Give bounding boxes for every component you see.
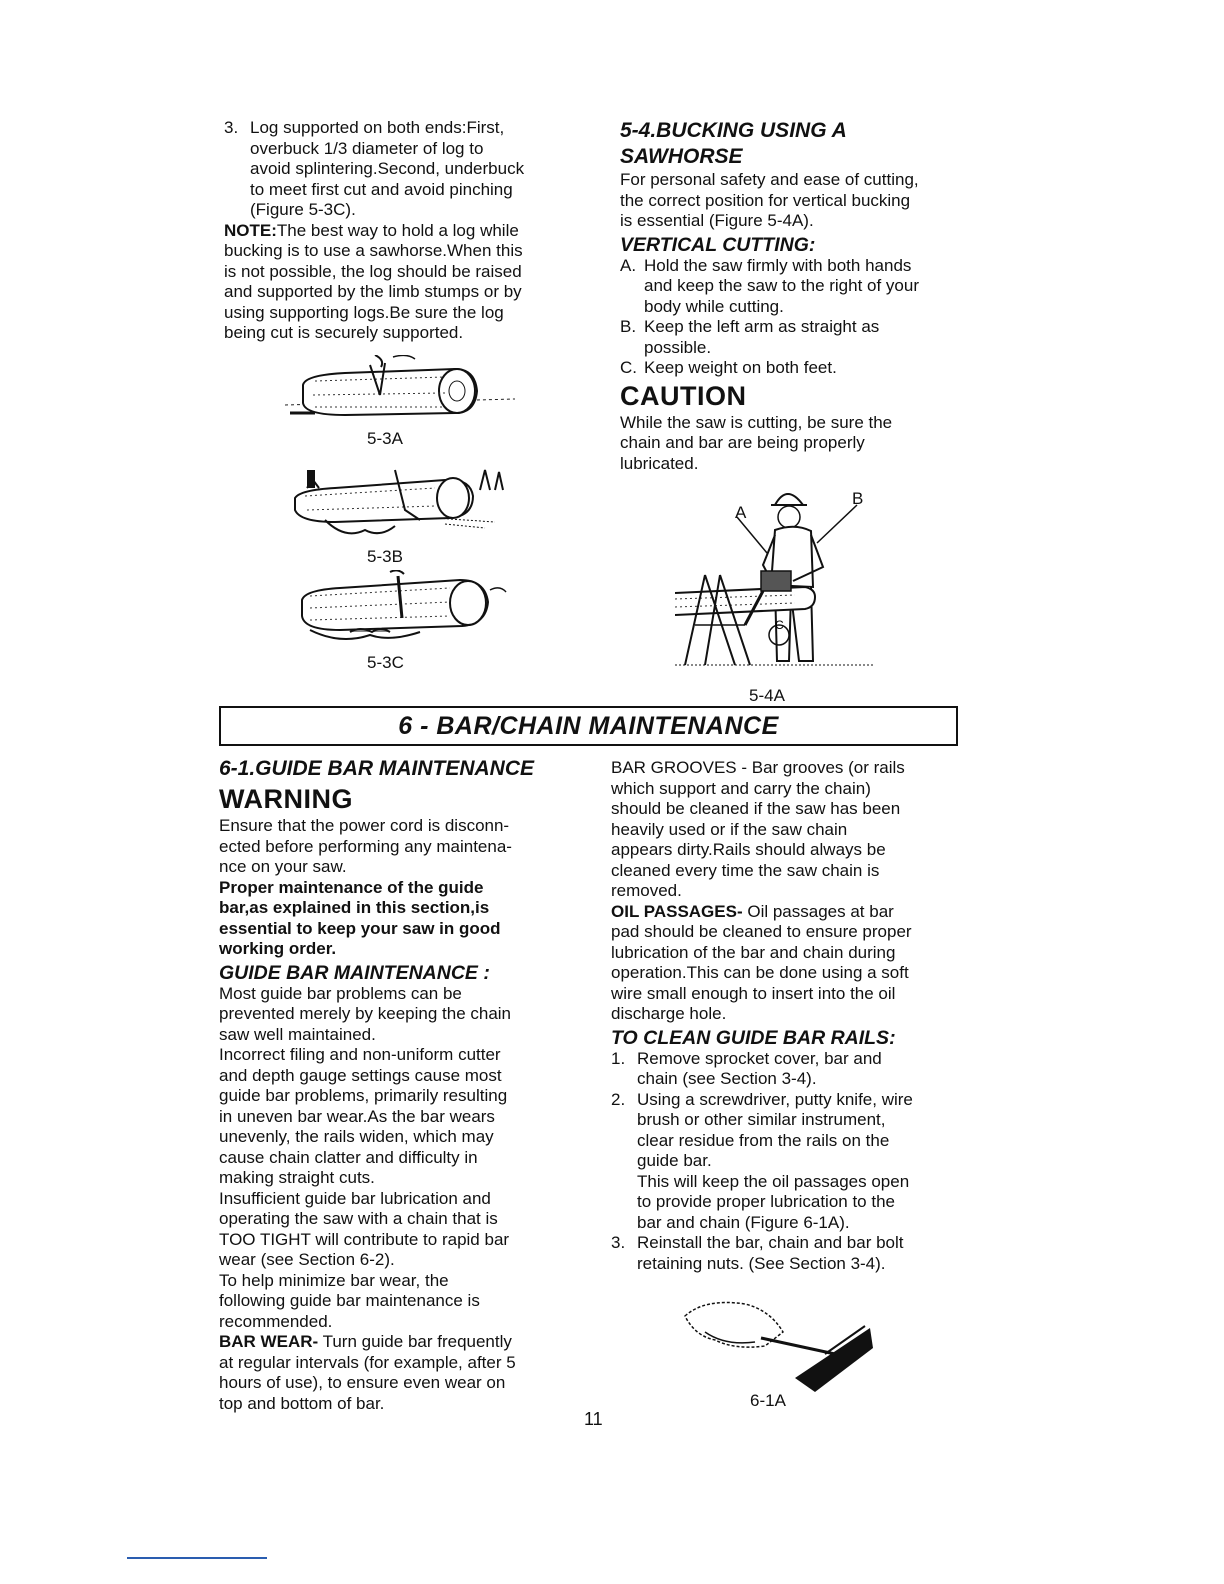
text-line: is not possible, the log should be raised (224, 261, 522, 281)
list-marker: 3. (224, 118, 239, 137)
text-line: chain and bar are being properly (620, 433, 865, 452)
text-line: Keep weight on both feet. (644, 358, 837, 377)
bar-wear-paragraph (219, 1332, 579, 1414)
figure-caption-5-3a: 5-3A (367, 429, 403, 448)
text-line: saw well maintained. (219, 1024, 376, 1044)
caution-text (620, 413, 965, 475)
oil-passages-paragraph (611, 902, 971, 1025)
step-3 (611, 1233, 971, 1274)
text-line: Reinstall the bar, chain and bar bolt (637, 1233, 904, 1252)
section-title-box (219, 706, 958, 746)
section-title: 6 - BAR/CHAIN MAINTENANCE (398, 711, 779, 740)
text-line: wire small enough to insert into the oil (611, 983, 896, 1003)
text-line: The best way to hold a log while (276, 220, 519, 240)
list-marker: B. (620, 317, 637, 336)
figure-caption-5-3c: 5-3C (367, 653, 404, 672)
text-line: using supporting logs.Be sure the log (224, 302, 504, 322)
text-line: For personal safety and ease of cutting, (620, 170, 919, 189)
text-line: Remove sprocket cover, bar and (637, 1048, 882, 1068)
list-marker: C. (620, 358, 637, 377)
text-line: Using a screwdriver, putty knife, wire (637, 1089, 913, 1109)
figure-caption-5-4a: 5-4A (749, 686, 785, 705)
footer-divider (127, 1557, 267, 1559)
paragraph-4 (219, 1271, 579, 1333)
text-line: at regular intervals (for example, after 5 (219, 1352, 516, 1372)
text-line: is essential (Figure 5-4A). (620, 211, 814, 230)
text-line: essential to keep your saw in good (219, 918, 501, 938)
text-line: lubrication of the bar and chain during (611, 942, 896, 962)
text-line: cause chain clatter and difficulty in (219, 1147, 478, 1167)
text-line: recommended. (219, 1311, 333, 1331)
list-item-c (620, 358, 965, 379)
heading-line: 5-4.BUCKING USING A (620, 119, 847, 142)
figure-6-1a-illustration (675, 1288, 875, 1396)
text-line: Proper maintenance of the guide (219, 877, 484, 897)
text-line: to meet first cut and avoid pinching (250, 179, 513, 199)
oil-passages-label: OIL PASSAGES- (611, 901, 743, 921)
text-line: Keep the left arm as straight as (644, 317, 880, 336)
text-line: BAR GROOVES - Bar grooves (or rails (611, 758, 905, 777)
text-line: ected before performing any maintena- (219, 836, 512, 856)
page-number: 11 (584, 1409, 603, 1429)
list-item-b (620, 317, 965, 358)
text-line: in uneven bar wear.As the bar wears (219, 1106, 495, 1126)
figure-5-3b-illustration (285, 460, 525, 545)
vertical-cutting-heading: VERTICAL CUTTING: (620, 233, 816, 256)
right-bottom-column (611, 758, 971, 1274)
text-line: bucking is to use a sawhorse.When this (224, 241, 523, 260)
paragraph-1 (219, 984, 579, 1046)
text-line: top and bottom of bar. (219, 1393, 385, 1413)
heading-line: SAWHORSE (620, 145, 743, 168)
text-line: Insufficient guide bar lubrication and (219, 1188, 491, 1208)
text-line: and keep the saw to the right of your (644, 276, 920, 295)
text-line: guide bar. (637, 1151, 712, 1170)
text-line: should be cleaned if the saw has been (611, 799, 901, 818)
clean-rails-steps (611, 1049, 971, 1275)
text-line: bar,as explained in this section,is (219, 898, 490, 917)
text-line: wear (see Section 6-2). (219, 1250, 395, 1269)
item3-text (250, 118, 569, 221)
text-line: lubricated. (620, 453, 699, 473)
text-line: appears dirty.Rails should always be (611, 840, 886, 859)
text-line: the correct position for vertical bucking (620, 190, 911, 210)
text-line: making straight cuts. (219, 1168, 375, 1187)
text-line: This will keep the oil passages open (637, 1171, 910, 1191)
note-label: NOTE: (224, 220, 277, 240)
text-line: following guide bar maintenance is (219, 1291, 480, 1310)
figure-5-3c-illustration (280, 570, 520, 652)
left-bottom-column (219, 756, 579, 1414)
text-line: Most guide bar problems can be (219, 983, 462, 1003)
text-line: being cut is securely supported. (224, 323, 464, 342)
text-line: working order. (219, 939, 337, 958)
note-paragraph (224, 221, 569, 344)
caution-heading: CAUTION (620, 380, 747, 411)
text-line: TOO TIGHT will contribute to rapid bar (219, 1229, 510, 1249)
text-line: and supported by the limb stumps or by (224, 282, 522, 301)
text-line: chain (see Section 3-4). (637, 1069, 817, 1088)
paragraph-3 (219, 1189, 579, 1271)
text-line: avoid splintering.Second, underbuck (250, 159, 525, 178)
figure-5-3a-illustration (285, 355, 525, 430)
text-line: body while cutting. (644, 296, 784, 316)
warning-heading: WARNING (219, 784, 353, 814)
text-line: guide bar problems, primarily resulting (219, 1086, 508, 1105)
text-line: discharge hole. (611, 1004, 727, 1023)
list-item-3 (224, 118, 569, 221)
list-marker: 3. (611, 1233, 626, 1252)
bar-wear-label: BAR WEAR- (219, 1332, 319, 1351)
text-line: hours of use), to ensure even wear on (219, 1373, 506, 1392)
text-line: Ensure that the power cord is disconn- (219, 816, 510, 835)
bucking-heading (620, 118, 965, 170)
text-line: operation.This can be done using a soft (611, 963, 909, 982)
figure-label-b: B (852, 489, 864, 508)
text-line: While the saw is cutting, be sure the (620, 412, 893, 432)
text-line: Incorrect filing and non-uniform cutter (219, 1045, 501, 1064)
bucking-list (224, 118, 569, 221)
text-line: To help minimize bar wear, the (219, 1270, 449, 1290)
list-item-a (620, 256, 965, 318)
text-line: which support and carry the chain) (611, 778, 871, 798)
figure-caption-5-3b: 5-3B (367, 547, 403, 566)
list-marker: A. (620, 255, 637, 275)
text-line: pad should be cleaned to ensure proper (611, 922, 912, 941)
text-line: Turn guide bar frequently (318, 1332, 512, 1351)
text-line: and depth gauge settings cause most (219, 1065, 502, 1085)
text-line: removed. (611, 881, 682, 900)
right-top-column (620, 118, 965, 474)
text-line: operating the saw with a chain that is (219, 1209, 498, 1228)
text-line: overbuck 1/3 diameter of log to (250, 138, 484, 158)
text-line: bar and chain (Figure 6-1A). (637, 1212, 850, 1232)
paragraph-2 (219, 1045, 579, 1189)
text-line: clear residue from the rails on the (637, 1130, 890, 1150)
figure-label-a: A (735, 503, 747, 522)
text-line: prevented merely by keeping the chain (219, 1004, 512, 1023)
text-line: heavily used or if the saw chain (611, 819, 848, 839)
text-line: retaining nuts. (See Section 3-4). (637, 1253, 886, 1273)
text-line: Hold the saw firmly with both hands (644, 255, 912, 275)
list-marker: 2. (611, 1089, 626, 1109)
text-line: Oil passages at bar (742, 901, 894, 921)
text-line: (Figure 5-3C). (250, 200, 356, 219)
guide-bar-maintenance-heading: 6-1.GUIDE BAR MAINTENANCE (219, 757, 535, 780)
left-top-column (224, 118, 569, 344)
text-line: to provide proper lubrication to the (637, 1192, 895, 1211)
bucking-intro (620, 170, 965, 232)
warning-text (219, 816, 579, 878)
text-line: Log supported on both ends:First, (250, 118, 505, 137)
text-line: possible. (644, 337, 712, 357)
list-marker: 1. (611, 1048, 626, 1068)
figure-caption-6-1a: 6-1A (750, 1391, 786, 1410)
vertical-cutting-list (620, 256, 965, 379)
text-line: cleaned every time the saw chain is (611, 860, 880, 880)
warning-emphasis (219, 878, 579, 960)
guide-bar-subheading: GUIDE BAR MAINTENANCE : (219, 961, 490, 984)
step-1 (611, 1049, 971, 1090)
text-line: brush or other similar instrument, (637, 1110, 886, 1129)
clean-rails-heading: TO CLEAN GUIDE BAR RAILS: (611, 1026, 896, 1049)
step-2 (611, 1090, 971, 1234)
bar-grooves-paragraph (611, 758, 971, 902)
text-line: unevenly, the rails widen, which may (219, 1127, 494, 1146)
svg-text:C: C (775, 618, 784, 632)
text-line: nce on your saw. (219, 857, 347, 876)
